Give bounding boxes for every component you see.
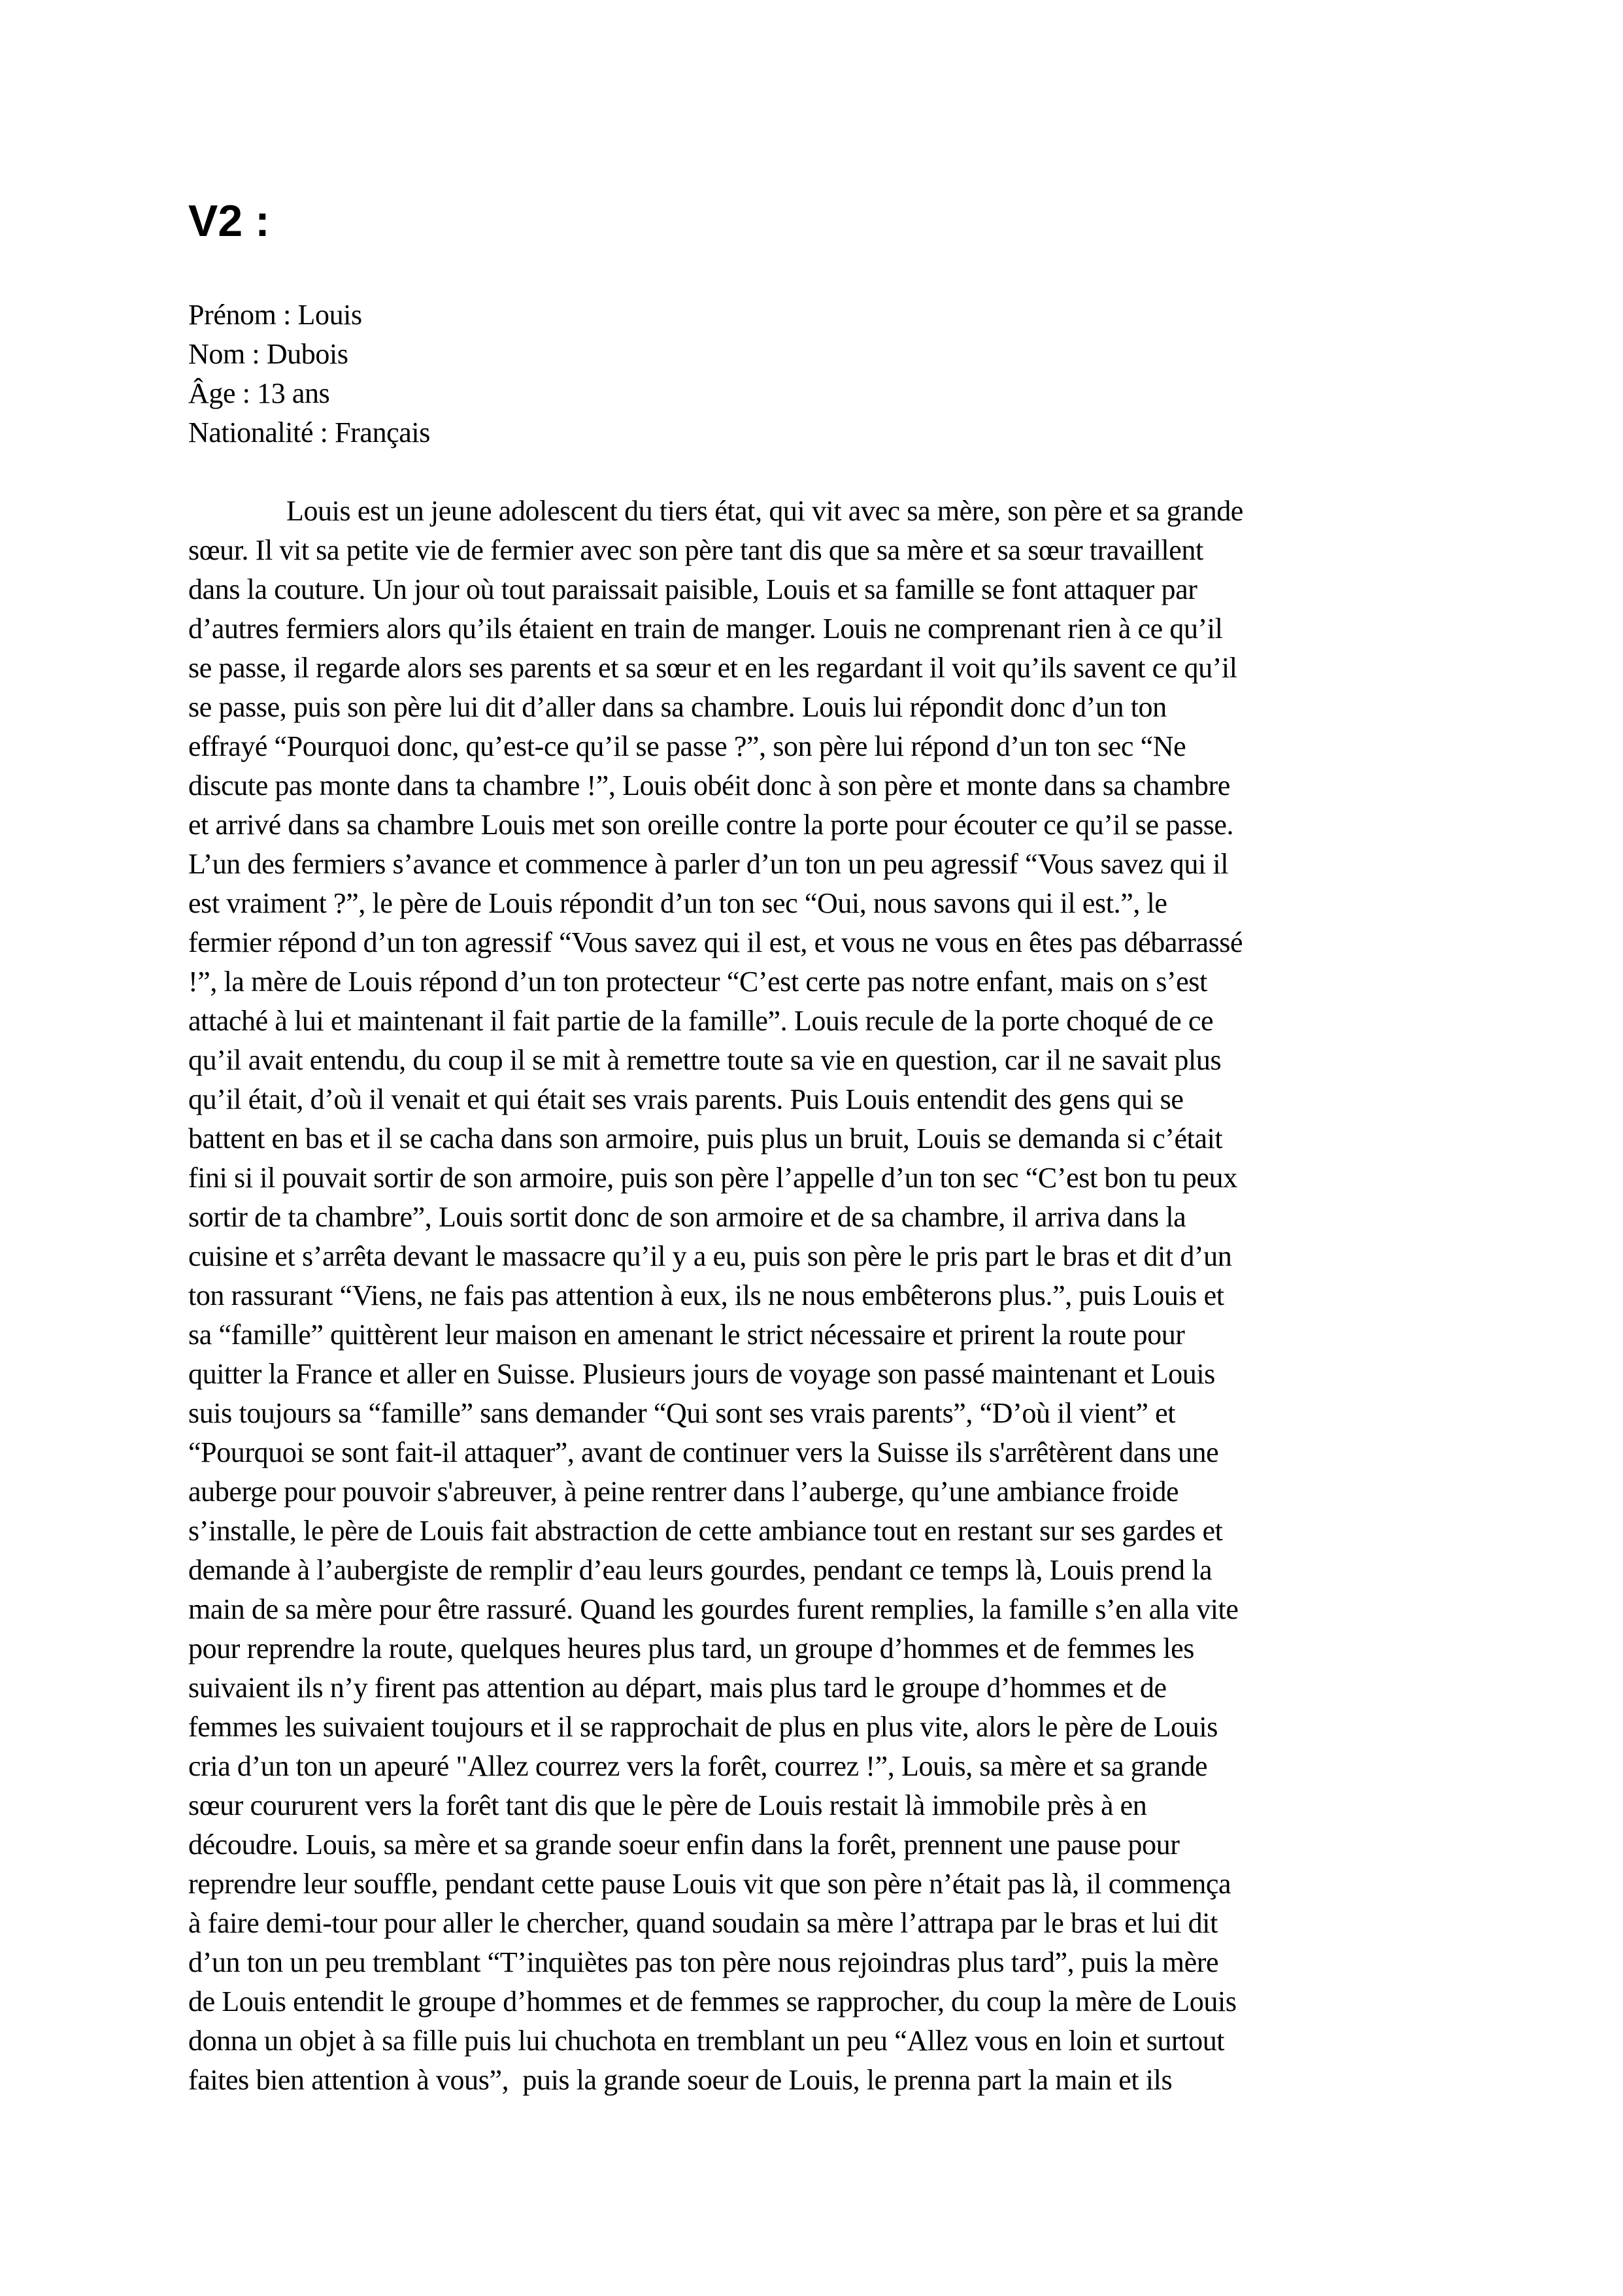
story-text-line: cuisine et s’arrêta devant le massacre qu’il y a eu, puis son père le pris part le bras et dit d’un xyxy=(188,1240,1232,1272)
character-info xyxy=(188,295,430,452)
story-text-line: s’installe, le père de Louis fait abstraction de cette ambiance tout en restant sur ses gardes et xyxy=(188,1515,1223,1547)
story-text-line: suis toujours sa “famille” sans demander “Qui sont ses vrais parents”, “D’où il vient” et xyxy=(188,1397,1176,1429)
story-text-line: discute pas monte dans ta chambre !”, Louis obéit donc à son père et monte dans sa chambre xyxy=(188,769,1230,802)
story-paragraph xyxy=(188,492,1440,2100)
story-text-line: est vraiment ?”, le père de Louis répondit d’un ton sec “Oui, nous savons qui il est.”, le xyxy=(188,887,1167,919)
story-text-line: ton rassurant “Viens, ne fais pas attention à eux, ils ne nous embêterons plus.”, puis Louis et xyxy=(188,1279,1224,1311)
story-text-line: se passe, puis son père lui dit d’aller dans sa chambre. Louis lui répondit donc d’un ton xyxy=(188,691,1167,723)
character-last-name-line: Nom : Dubois xyxy=(188,338,348,370)
story-text-line: faites bien attention à vous”, puis la grande soeur de Louis, le prenna part la main et ils xyxy=(188,2064,1173,2096)
story-text-line: suivaient ils n’y firent pas attention au départ, mais plus tard le groupe d’hommes et de xyxy=(188,1672,1167,1704)
story-text-line: demande à l’aubergiste de remplir d’eau leurs gourdes, pendant ce temps là, Louis prend la xyxy=(188,1554,1213,1586)
story-text-line: !”, la mère de Louis répond d’un ton protecteur “C’est certe pas notre enfant, mais on s’est xyxy=(188,966,1207,998)
story-text-line: dans la couture. Un jour où tout paraissait paisible, Louis et sa famille se font attaquer par xyxy=(188,573,1197,605)
story-text-line: effrayé “Pourquoi donc, qu’est-ce qu’il se passe ?”, son père lui répond d’un ton sec “Ne xyxy=(188,730,1186,762)
story-text-line: sœur coururent vers la forêt tant dis que le père de Louis restait là immobile près à en xyxy=(188,1789,1147,1821)
story-text-line: cria d’un ton un apeuré "Allez courrez vers la forêt, courrez !”, Louis, sa mère et sa grande xyxy=(188,1750,1208,1782)
story-text-line: femmes les suivaient toujours et il se rapprochait de plus en plus vite, alors le père de Louis xyxy=(188,1711,1218,1743)
story-text-line: pour reprendre la route, quelques heures plus tard, un groupe d’hommes et de femmes les xyxy=(188,1632,1194,1664)
story-text-line: sœur. Il vit sa petite vie de fermier avec son père tant dis que sa mère et sa sœur travaillent xyxy=(188,534,1203,566)
story-text-line: attaché à lui et maintenant il fait partie de la famille”. Louis recule de la porte choqué de ce xyxy=(188,1005,1214,1037)
story-text-line: qu’il avait entendu, du coup il se mit à remettre toute sa vie en question, car il ne savait plus xyxy=(188,1044,1222,1076)
story-text-line: auberge pour pouvoir s'abreuver, à peine rentrer dans l’auberge, qu’une ambiance froide xyxy=(188,1476,1179,1508)
story-text-line: fini si il pouvait sortir de son armoire, puis son père l’appelle d’un ton sec “C’est bon tu peux xyxy=(188,1162,1237,1194)
story-text-line: sortir de ta chambre”, Louis sortit donc de son armoire et de sa chambre, il arriva dans la xyxy=(188,1201,1186,1233)
story-text-line: quitter la France et aller en Suisse. Plusieurs jours de voyage son passé maintenant et Louis xyxy=(188,1358,1215,1390)
story-text-line: fermier répond d’un ton agressif “Vous savez qui il est, et vous ne vous en êtes pas débarrassé xyxy=(188,926,1243,958)
character-age-line: Âge : 13 ans xyxy=(188,377,330,409)
page-title: V2 : xyxy=(188,196,270,246)
story-text-line: L’un des fermiers s’avance et commence à parler d’un ton un peu agressif “Vous savez qui il xyxy=(188,848,1229,880)
story-text-line: “Pourquoi se sont fait-il attaquer”, avant de continuer vers la Suisse ils s'arrêtèrent dans une xyxy=(188,1436,1219,1468)
story-text-line: sa “famille” quittèrent leur maison en amenant le strict nécessaire et prirent la route pour xyxy=(188,1319,1185,1351)
story-text-line: donna un objet à sa fille puis lui chuchota en tremblant un peu “Allez vous en loin et surtout xyxy=(188,2025,1225,2057)
story-text-line: Louis est un jeune adolescent du tiers état, qui vit avec sa mère, son père et sa grande xyxy=(286,495,1243,527)
character-first-name-line: Prénom : Louis xyxy=(188,299,362,331)
character-nationality-line: Nationalité : Français xyxy=(188,416,430,448)
story-text-line: et arrivé dans sa chambre Louis met son oreille contre la porte pour écouter ce qu’il se passe. xyxy=(188,809,1234,841)
story-text-line: à faire demi-tour pour aller le chercher, quand soudain sa mère l’attrapa par le bras et lui dit xyxy=(188,1907,1218,1939)
story-text-line: se passe, il regarde alors ses parents et sa sœur et en les regardant il voit qu’ils savent ce qu’il xyxy=(188,652,1237,684)
story-text-line: main de sa mère pour être rassuré. Quand les gourdes furent remplies, la famille s’en alla vite xyxy=(188,1593,1239,1625)
story-text-line: d’autres fermiers alors qu’ils étaient en train de manger. Louis ne comprenant rien à ce qu’il xyxy=(188,613,1223,645)
story-text-line: d’un ton un peu tremblant “T’inquiètes pas ton père nous rejoindras plus tard”, puis la mère xyxy=(188,1946,1219,1978)
story-text-line: qu’il était, d’où il venait et qui était ses vrais parents. Puis Louis entendit des gens qui se xyxy=(188,1083,1184,1115)
story-text-line: de Louis entendit le groupe d’hommes et de femmes se rapprocher, du coup la mère de Louis xyxy=(188,1985,1237,2017)
story-text-line: découdre. Louis, sa mère et sa grande soeur enfin dans la forêt, prennent une pause pour xyxy=(188,1829,1180,1861)
story-text-line: battent en bas et il se cacha dans son armoire, puis plus un bruit, Louis se demanda si c’était xyxy=(188,1123,1223,1155)
story-text-line: reprendre leur souffle, pendant cette pause Louis vit que son père n’était pas là, il commença xyxy=(188,1868,1231,1900)
